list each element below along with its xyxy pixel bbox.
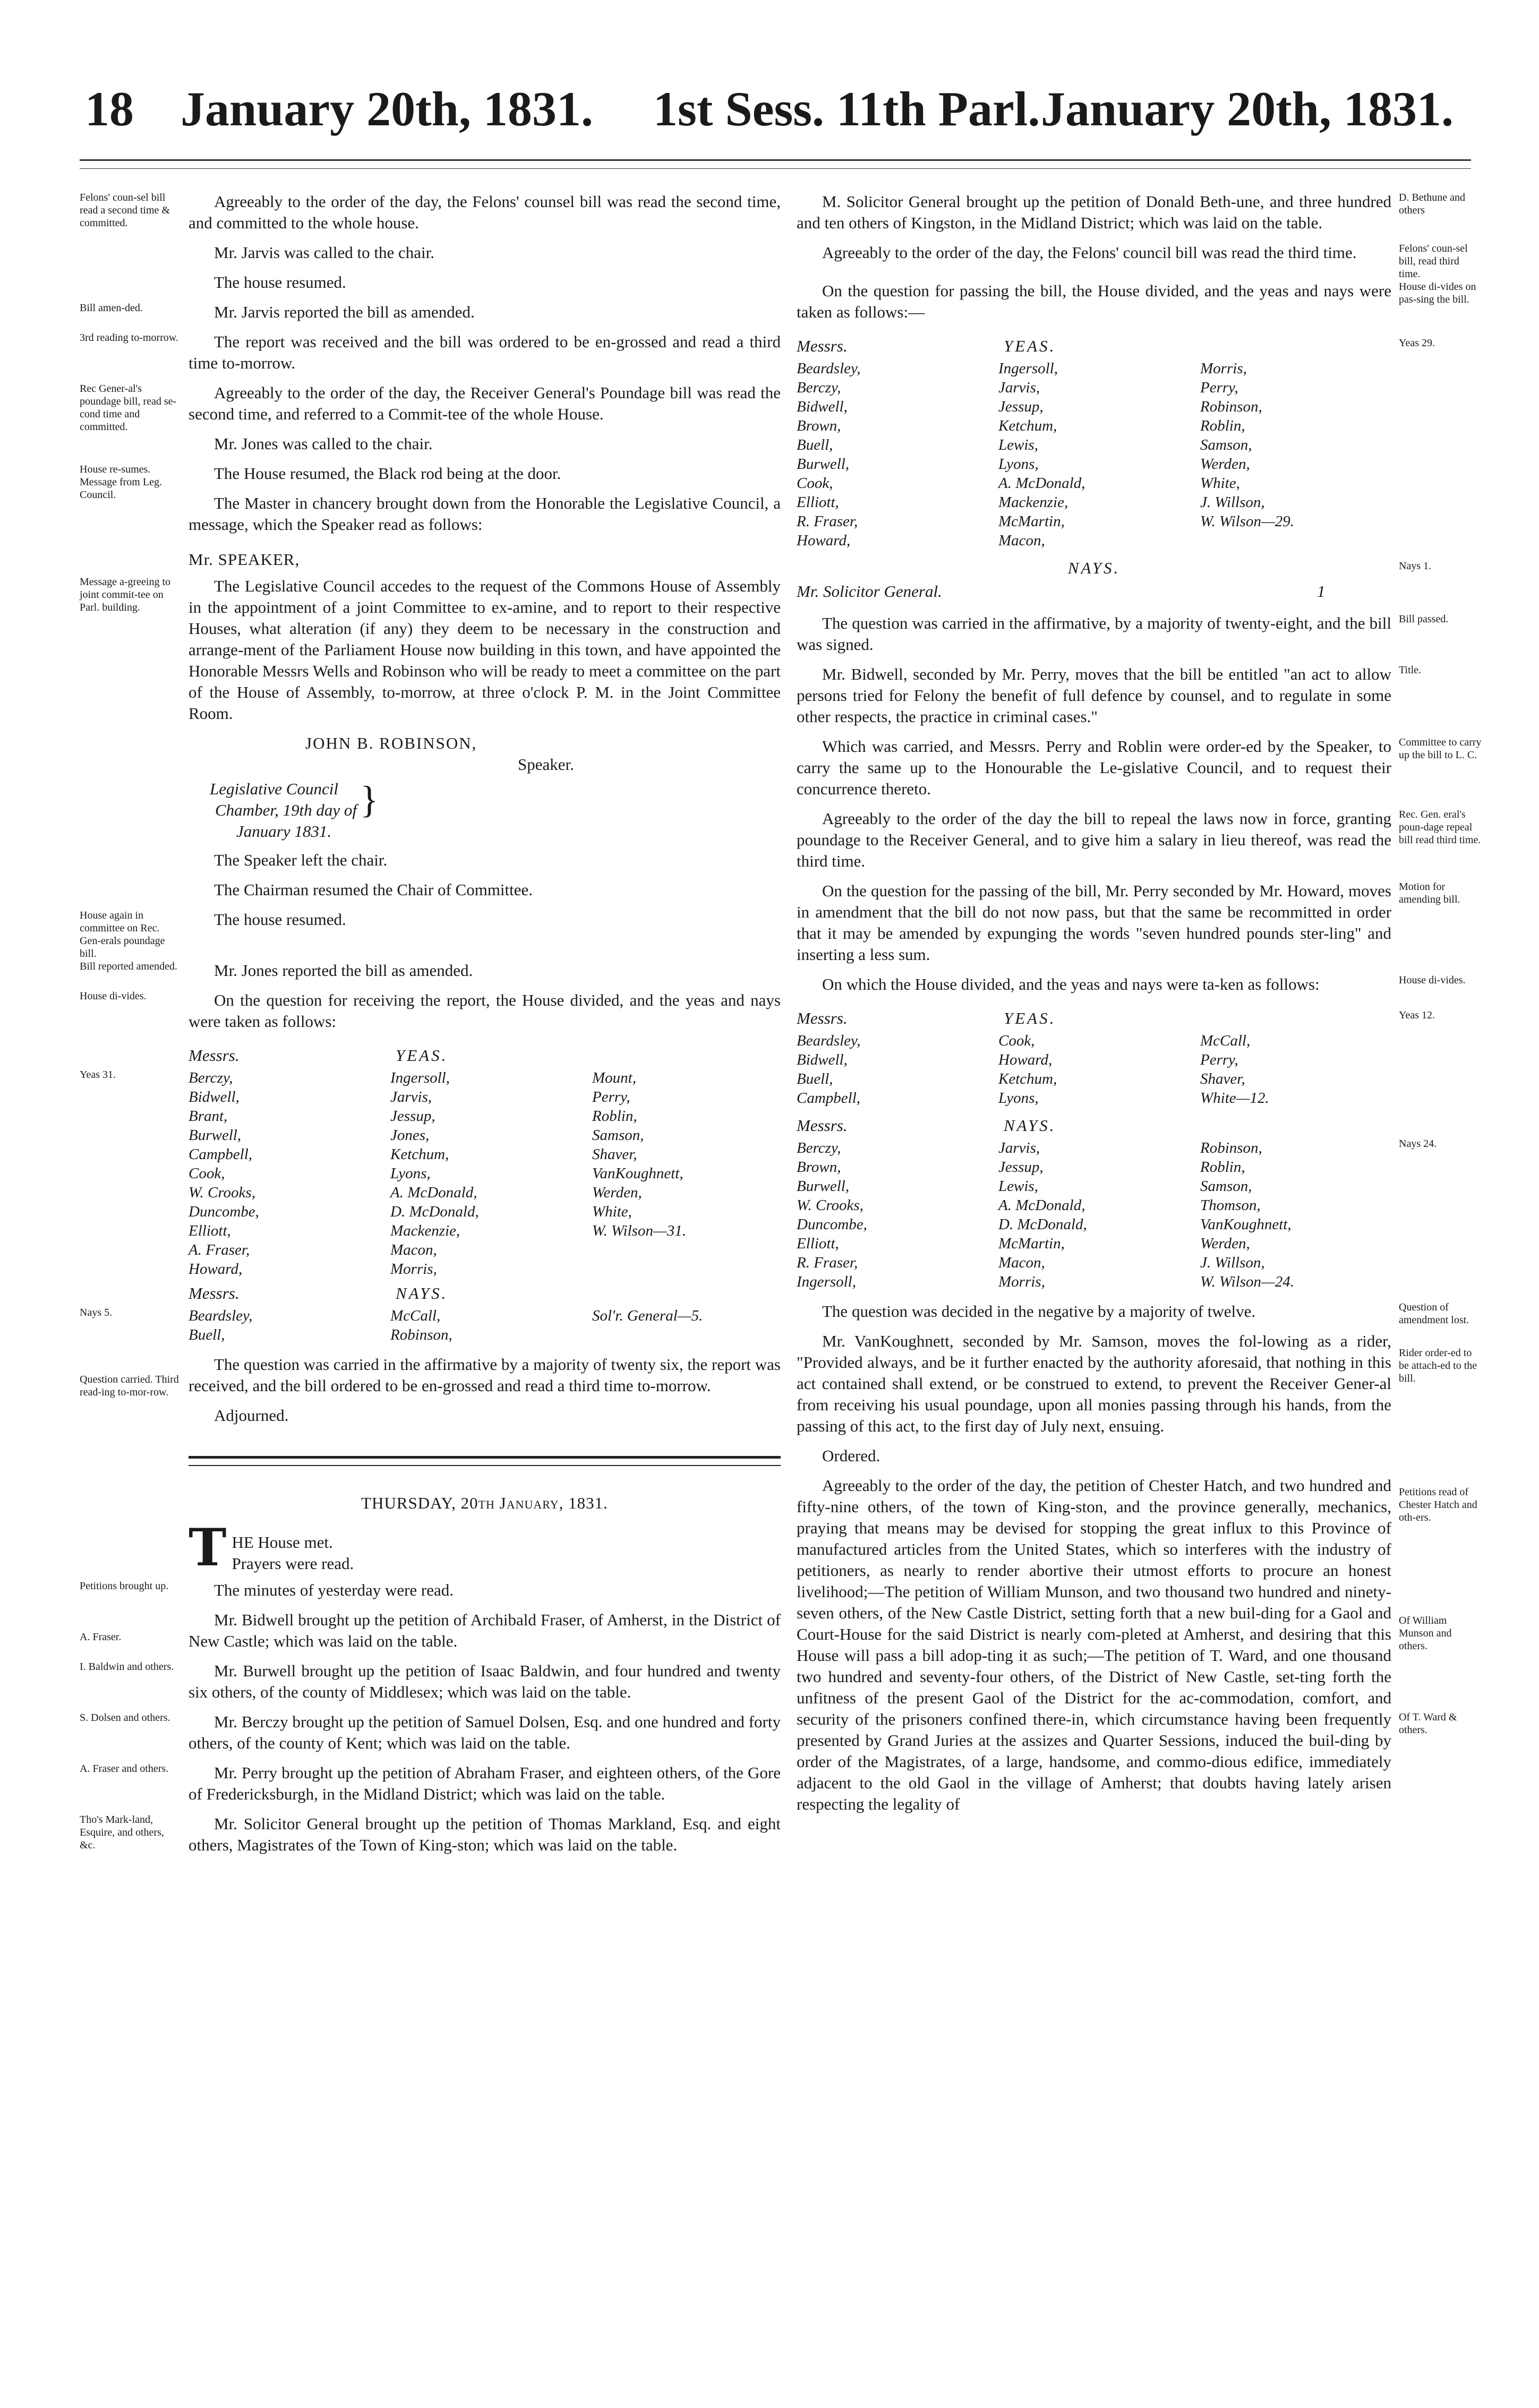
page-header: [80, 80, 1471, 138]
margin-note: Nays 24.: [1399, 1138, 1437, 1150]
member-name: A. McDonald,: [998, 1197, 1085, 1214]
brace-glyph: }: [360, 778, 379, 821]
signature-place: [210, 778, 781, 842]
member-name: Macon,: [390, 1241, 437, 1258]
member-name: VanKoughnett,: [1200, 1216, 1292, 1233]
margin-note: 3rd reading to-morrow.: [80, 332, 178, 344]
member-name: Bidwell,: [189, 1089, 240, 1106]
margin-note: Yeas 12.: [1399, 1009, 1435, 1021]
member-name: W. Wilson—31.: [592, 1222, 686, 1239]
member-name: Burwell,: [797, 456, 850, 473]
messrs-label: Messrs.: [797, 1116, 848, 1135]
member-name: Howard,: [189, 1261, 243, 1278]
paragraph: The House resumed, the Black rod being at the door.: [214, 464, 561, 483]
messrs-label: Messrs.: [189, 1046, 240, 1065]
margin-note: Committee to carry up the bill to L. C.: [1399, 736, 1482, 761]
paragraph: Mr. Solicitor General brought up the petition of Thomas Markland, Esq. and eight others, Magistrates of the Town of King-ston; which was laid on the table.: [189, 1814, 781, 1854]
member-name: Macon,: [998, 1254, 1045, 1271]
paragraph: Mr. Jarvis reported the bill as amended.: [214, 303, 475, 321]
member-name: Brown,: [797, 1159, 841, 1176]
member-name: Jessup,: [998, 398, 1044, 415]
right-column: [797, 191, 1482, 1823]
paragraph: Prayers were read.: [232, 1554, 354, 1573]
member-name: Ingersoll,: [998, 360, 1058, 377]
paragraph: The house resumed.: [214, 910, 346, 929]
member-name: Beardsley,: [189, 1307, 253, 1324]
drop-cap: T: [189, 1527, 227, 1574]
margin-note: Yeas 29.: [1399, 337, 1435, 349]
nays-name: Mr. Solicitor General.: [797, 582, 942, 601]
member-name: Samson,: [1200, 1178, 1252, 1195]
nays-count: 1: [1317, 582, 1326, 601]
margin-note: I. Baldwin and others.: [80, 1661, 174, 1673]
division-header: [797, 558, 1391, 579]
margin-note: Question of amendment lost.: [1399, 1301, 1469, 1326]
member-name: Robinson,: [1200, 1139, 1262, 1156]
paragraph: Agreeably to the order of the day, the Felons' council bill was read the third time.: [822, 243, 1357, 262]
yeas-label: YEAS.: [1004, 337, 1056, 355]
member-name: Lewis,: [998, 1178, 1038, 1195]
margin-note: House again in committee on Rec. Gen-erals poundage bill.: [80, 910, 165, 959]
margin-note: Question carried. Third read-ing to-mor-row.: [80, 1374, 179, 1398]
member-name: Roblin,: [1200, 1159, 1245, 1176]
paragraph: Mr. Berczy brought up the petition of Samuel Dolsen, Esq. and one hundred and forty others, of the county of Kent; which was laid on the table.: [189, 1712, 781, 1752]
nays-list: [797, 1138, 1391, 1291]
member-name: Jessup,: [390, 1108, 435, 1125]
yeas-list: [797, 1031, 1391, 1108]
member-name: Jarvis,: [998, 1139, 1040, 1156]
member-name: Brown,: [797, 417, 841, 434]
member-name: McCall,: [1200, 1032, 1251, 1049]
paragraph: On the question for passing the bill, the House divided, and the yeas and nays were taken as follows:—: [797, 281, 1391, 321]
member-name: White,: [1200, 475, 1240, 492]
paragraph: On the question for the passing of the bill, Mr. Perry seconded by Mr. Howard, moves in amendment that the bill do not now pass, but that the same be recommitted in order that it may be amended by expunging the words "seven hundred pounds ster-ling" and inserting a less sum.: [797, 881, 1391, 964]
member-name: Morris,: [1200, 360, 1247, 377]
member-name: [592, 1240, 781, 1259]
speaker-address: Mr. SPEAKER,: [189, 550, 300, 569]
member-name: Bidwell,: [797, 1051, 848, 1068]
member-name: [592, 1325, 781, 1344]
member-name: Samson,: [1200, 436, 1252, 453]
member-name: R. Fraser,: [797, 513, 858, 530]
member-name: Cook,: [189, 1165, 225, 1182]
division-header: [189, 1045, 781, 1066]
margin-note: Of William Munson and others.: [1399, 1615, 1452, 1652]
signature-place-line: January 1831.: [236, 822, 332, 841]
yeas-list: [797, 359, 1391, 550]
header-session: 1st Sess. 11th Parl.: [653, 82, 1040, 136]
member-name: Lyons,: [998, 1090, 1039, 1107]
member-name: Sol'r. General—5.: [592, 1307, 703, 1324]
header-date-right: January 20th, 1831.: [1041, 82, 1453, 136]
section-divider: [189, 1456, 781, 1466]
margin-note: Bill amen-ded.: [80, 302, 143, 314]
messrs-label: Messrs.: [797, 337, 848, 355]
margin-note: D. Bethune and others: [1399, 192, 1465, 216]
paragraph: HE House met.: [232, 1533, 333, 1552]
margin-note: Rec. Gen. eral's poun-dage repeal bill read third time.: [1399, 809, 1481, 846]
nays-list: [797, 581, 1391, 602]
margin-note: Bill reported amended.: [80, 961, 177, 972]
member-name: Morris,: [998, 1273, 1045, 1290]
paragraph: Mr. Bidwell, seconded by Mr. Perry, moves that the bill be entitled "an act to allow persons tried for Felony the benefit of full defence by counsel, and to regulate in some other respects, the practice in criminal cases.": [797, 665, 1391, 726]
margin-note: A. Fraser and others.: [80, 1763, 169, 1775]
member-name: A. McDonald,: [998, 475, 1085, 492]
member-name: Thomson,: [1200, 1197, 1261, 1214]
member-name: Jarvis,: [390, 1089, 432, 1106]
header-rule: [80, 159, 1471, 169]
member-name: Shaver,: [592, 1146, 637, 1163]
member-name: Berczy,: [797, 1139, 841, 1156]
paragraph: The question was carried in the affirmative, by a majority of twenty-eight, and the bill was signed.: [797, 614, 1391, 654]
member-name: Duncombe,: [189, 1203, 259, 1220]
paragraph: Adjourned.: [214, 1406, 289, 1425]
member-name: J. Willson,: [1200, 1254, 1265, 1271]
member-name: Ingersoll,: [390, 1069, 450, 1086]
paragraph: The minutes of yesterday were read.: [214, 1581, 454, 1599]
member-name: Buell,: [797, 1070, 833, 1087]
member-name: White—12.: [1200, 1090, 1269, 1107]
member-name: Jessup,: [998, 1159, 1044, 1176]
day-heading: THURSDAY, 20th January, 1831.: [361, 1494, 608, 1512]
member-name: Roblin,: [592, 1108, 637, 1125]
paragraph: Mr. Jones reported the bill as amended.: [214, 961, 473, 980]
member-name: Perry,: [1200, 379, 1238, 396]
margin-note: House re-sumes. Message from Leg. Council.: [80, 464, 162, 501]
member-name: Campbell,: [797, 1090, 861, 1107]
member-name: Lewis,: [998, 436, 1038, 453]
paragraph: The Speaker left the chair.: [214, 851, 388, 869]
member-name: Elliott,: [797, 1235, 839, 1252]
member-name: Burwell,: [189, 1127, 242, 1144]
division-header: [797, 1115, 1391, 1136]
member-name: Samson,: [592, 1127, 644, 1144]
paragraph: The Master in chancery brought down from the Honorable the Legislative Council, a message, which the Speaker read as follows:: [189, 494, 781, 534]
paragraph: The question was decided in the negative by a majority of twelve.: [822, 1302, 1256, 1321]
member-name: Beardsley,: [797, 360, 861, 377]
member-name: W. Crooks,: [797, 1197, 863, 1214]
margin-note: Nays 1.: [1399, 560, 1432, 572]
paragraph: The question was carried in the affirmative by a majority of twenty six, the report was received, and the bill ordered to be en-grossed and read a third time to-morrow.: [189, 1355, 781, 1395]
paragraph: Agreeably to the order of the day, the Receiver General's Poundage bill was read the second time, and referred to a Commit-tee of the whole House.: [189, 383, 781, 423]
paragraph: The Legislative Council accedes to the request of the Commons House of Assembly in the appointment of a joint Committee to ex-amine, and to report to their respective Houses, what alteration (if any) they deem to be necessary in the construction and arrange-ment of the Parliament House now building in this town, and have appointed the Honorable Messrs Wells and Robinson who will be ready to meet a committee on the part of the House of Assembly, to-morrow, at three o'clock P. M. in the Joint Committee Room.: [189, 577, 781, 723]
paragraph: Agreeably to the order of the day, the petition of Chester Hatch, and two hundred and fifty-nine others, of the town of King-ston, and the province generally, mechanics, praying that means may be devised for stopping the great influx to this Province of manufactured articles from the United States, which so interferes with the industry of petitioners, as nearly to render abortive their utmost efforts to procure an honest livelihood;—The petition of William Munson, and two thousand two hundred and ninety-seven others, of the New Castle District, setting forth that a new buil-ding for a Gaol and Court-House for the said District is nearly com-pleted at Amherst, and desiring that this House will pass a bill adop-ting it as such;—The petition of T. Ward, and one thousand two hundred and seventy-four others, of the District of New Castle, set-ting forth the unfitness of the present Gaol of the District for the ac-commodation, comfort, and security of the prisoners confined there-in, which circumstance having been frequently presented by Grand Juries at the assizes and Quarter Sessions, induced the buil-ding by order of the Magistrates, of a large, handsome, and commo-dious edifice, immediately adjacent to the old Gaol in the village of Amherst; that doubts having lately arisen respecting the legality of: [797, 1476, 1391, 1813]
messrs-label: Messrs.: [797, 1009, 848, 1027]
margin-note: Rider order-ed to be attach-ed to the bill.: [1399, 1347, 1477, 1384]
paragraph: M. Solicitor General brought up the petition of Donald Beth-une, and three hundred and ten others of Kingston, in the Midland District; which was laid on the table.: [797, 192, 1391, 232]
member-name: A. Fraser,: [189, 1241, 250, 1258]
member-name: Berczy,: [797, 379, 841, 396]
page-number: 18: [85, 82, 134, 136]
yeas-list: [189, 1068, 781, 1279]
member-name: Robinson,: [1200, 398, 1262, 415]
member-name: Buell,: [797, 436, 833, 453]
member-name: Werden,: [592, 1184, 642, 1201]
paragraph: Which was carried, and Messrs. Perry and Roblin were order-ed by the Speaker, to carry the same up to the Honourable the Le-gislative Council, and to request their concurrence thereto.: [797, 737, 1391, 798]
member-name: Mackenzie,: [390, 1222, 460, 1239]
signature-role: Speaker.: [518, 755, 574, 774]
member-name: Bidwell,: [797, 398, 848, 415]
messrs-label: Messrs.: [189, 1284, 240, 1302]
signature-place-line: Chamber, 19th day of: [215, 801, 357, 819]
signature-name: JOHN B. ROBINSON,: [305, 734, 477, 752]
member-name: Ketchum,: [390, 1146, 449, 1163]
nays-list: [189, 1306, 781, 1344]
margin-note: S. Dolsen and others.: [80, 1712, 170, 1724]
paragraph: Mr. VanKoughnett, seconded by Mr. Samson, moves the fol-lowing as a rider, "Provided always, and be it further enacted by the authority aforesaid, that nothing in this act contained shall extend, or be construed to extend, to prevent the Receiver Gener-al from receiving his usual poundage, upon all monies passing through his hands, from the passing of this act, to the first day of July next, ensuing.: [797, 1332, 1391, 1435]
member-name: W. Wilson—29.: [1200, 513, 1294, 530]
margin-note: Petitions brought up.: [80, 1580, 169, 1592]
nays-label: NAYS.: [1067, 559, 1121, 577]
member-name: [1200, 531, 1391, 550]
margin-note: Petitions read of Chester Hatch and oth-ers.: [1399, 1486, 1477, 1523]
member-name: Cook,: [998, 1032, 1035, 1049]
member-name: Jones,: [390, 1127, 430, 1144]
margin-note: House di-vides.: [80, 990, 147, 1002]
member-name: Brant,: [189, 1108, 228, 1125]
member-name: W. Crooks,: [189, 1184, 255, 1201]
member-name: Perry,: [1200, 1051, 1238, 1068]
member-name: Ketchum,: [998, 1070, 1057, 1087]
paragraph: Mr. Jarvis was called to the chair.: [214, 243, 434, 262]
nays-label: NAYS.: [1004, 1116, 1056, 1135]
member-name: A. McDonald,: [390, 1184, 477, 1201]
margin-note: Felons' coun-sel bill read a second time & committed.: [80, 192, 170, 229]
member-name: VanKoughnett,: [592, 1165, 683, 1182]
member-name: [592, 1259, 781, 1279]
member-name: White,: [592, 1203, 632, 1220]
header-date-left: January 20th, 1831.: [181, 82, 593, 136]
paragraph: On the question for receiving the report, the House divided, and the yeas and nays were taken as follows:: [189, 991, 781, 1031]
paragraph: Mr. Burwell brought up the petition of Isaac Baldwin, and four hundred and twenty six others, of the county of Middlesex; which was laid on the table.: [189, 1661, 781, 1701]
margin-note: Yeas 31.: [80, 1069, 116, 1081]
member-name: Jarvis,: [998, 379, 1040, 396]
margin-note: Felons' coun-sel bill, read third time.: [1399, 243, 1468, 280]
member-name: Morris,: [390, 1261, 437, 1278]
paragraph: The house resumed.: [214, 273, 346, 292]
paragraph: Mr. Jones was called to the chair.: [214, 434, 433, 453]
margin-note: House di-vides.: [1399, 974, 1466, 986]
member-name: Elliott,: [189, 1222, 231, 1239]
division-header: [797, 1008, 1391, 1029]
member-name: W. Wilson—24.: [1200, 1273, 1294, 1290]
member-name: Lyons,: [390, 1165, 431, 1182]
member-name: D. McDonald,: [390, 1203, 479, 1220]
member-name: McMartin,: [998, 513, 1065, 530]
member-name: Werden,: [1200, 1235, 1250, 1252]
member-name: Mount,: [592, 1069, 636, 1086]
margin-note: Of T. Ward & others.: [1399, 1711, 1457, 1736]
paragraph: The Chairman resumed the Chair of Committee.: [214, 880, 533, 899]
division-header: [189, 1283, 781, 1304]
entry: [80, 191, 781, 242]
division-header: [797, 336, 1391, 357]
paragraph: On which the House divided, and the yeas and nays were ta-ken as follows:: [822, 975, 1320, 993]
margin-note: A. Fraser.: [80, 1631, 122, 1643]
member-name: Berczy,: [189, 1069, 233, 1086]
margin-note: Nays 5.: [80, 1307, 113, 1318]
paragraph: The report was received and the bill was ordered to be en-grossed and read a third time to-morrow.: [189, 332, 781, 372]
member-name: Robinson,: [390, 1326, 452, 1343]
yeas-label: YEAS.: [1004, 1009, 1056, 1027]
paragraph: Ordered.: [822, 1446, 880, 1465]
margin-note: Tho's Mark-land, Esquire, and others, &c.: [80, 1814, 164, 1851]
member-name: Campbell,: [189, 1146, 253, 1163]
nays-label: NAYS.: [396, 1284, 448, 1302]
member-name: Lyons,: [998, 456, 1039, 473]
left-column: [80, 191, 781, 1864]
member-name: Macon,: [998, 532, 1045, 549]
member-name: Roblin,: [1200, 417, 1245, 434]
member-name: Howard,: [797, 532, 851, 549]
member-name: McCall,: [390, 1307, 441, 1324]
member-name: Shaver,: [1200, 1070, 1245, 1087]
paragraph: Mr. Perry brought up the petition of Abraham Fraser, and eighteen others, of the Gore of Fredericksburgh, in the Midland District; which was laid on the table.: [189, 1763, 781, 1803]
member-name: McMartin,: [998, 1235, 1065, 1252]
margin-note: Motion for amending bill.: [1399, 881, 1460, 905]
member-name: Elliott,: [797, 494, 839, 511]
signature-place-line: Legislative Council: [210, 779, 338, 798]
member-name: Ketchum,: [998, 417, 1057, 434]
margin-note: Message a-greeing to joint commit-tee on Parl. building.: [80, 576, 171, 613]
margin-note: Title.: [1399, 664, 1422, 676]
yeas-label: YEAS.: [396, 1046, 448, 1065]
member-name: Beardsley,: [797, 1032, 861, 1049]
paragraph: Mr. Bidwell brought up the petition of Archibald Fraser, of Amherst, in the District of New Castle; which was laid on the table.: [189, 1610, 781, 1650]
member-name: Perry,: [592, 1089, 630, 1106]
paragraph: Agreeably to the order of the day the bill to repeal the laws now in force, granting poundage to the Receiver General, and to give him a salary in lieu thereof, was read the third time.: [797, 809, 1391, 870]
member-name: R. Fraser,: [797, 1254, 858, 1271]
member-name: Mackenzie,: [998, 494, 1068, 511]
margin-note: House di-vides on pas-sing the bill.: [1399, 281, 1476, 305]
member-name: Ingersoll,: [797, 1273, 856, 1290]
member-name: Burwell,: [797, 1178, 850, 1195]
paragraph: Agreeably to the order of the day, the Felons' counsel bill was read the second time, and committed to the whole house.: [189, 192, 781, 232]
member-name: Duncombe,: [797, 1216, 867, 1233]
member-name: Werden,: [1200, 456, 1250, 473]
member-name: Buell,: [189, 1326, 225, 1343]
member-name: J. Willson,: [1200, 494, 1265, 511]
margin-note: Bill passed.: [1399, 613, 1449, 625]
margin-note: Rec Gener-al's poundage bill, read se-cond time and committed.: [80, 383, 177, 433]
member-name: Cook,: [797, 475, 833, 492]
member-name: Howard,: [998, 1051, 1053, 1068]
member-name: D. McDonald,: [998, 1216, 1087, 1233]
